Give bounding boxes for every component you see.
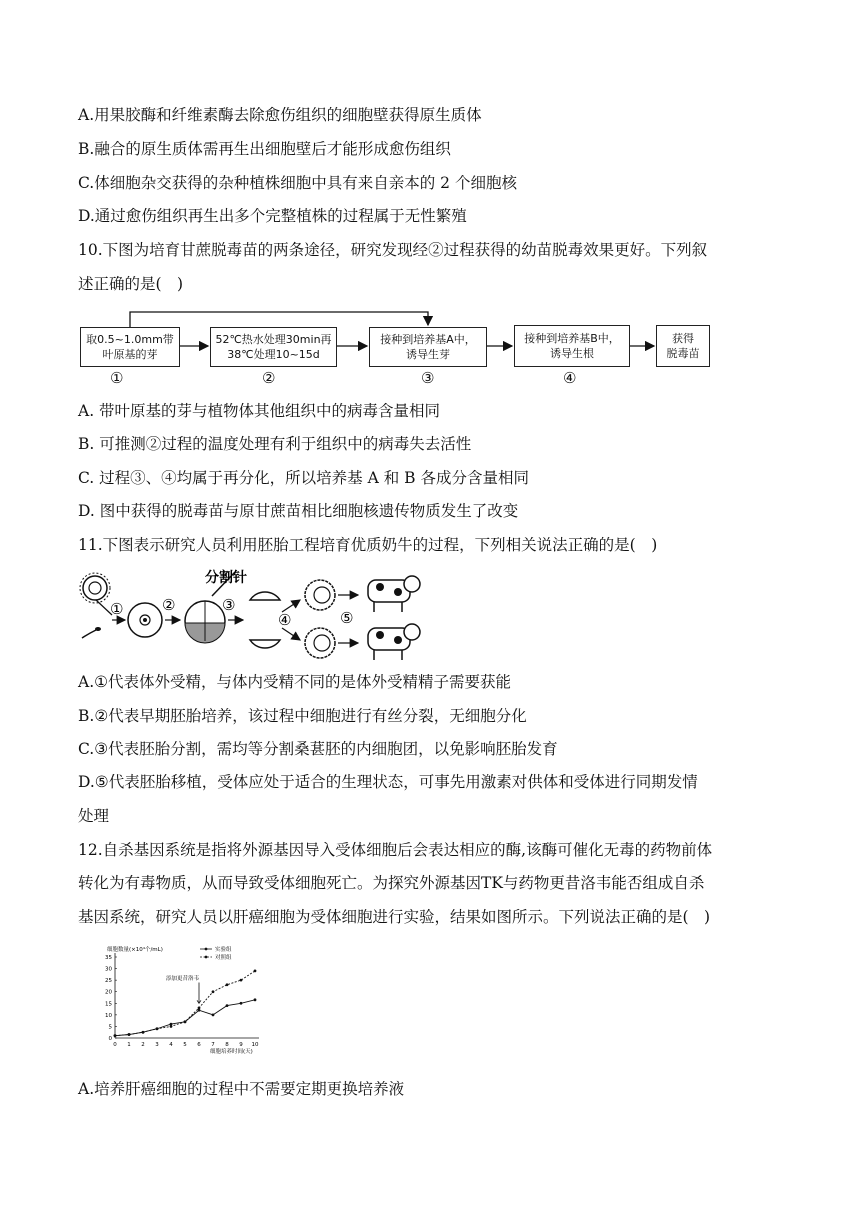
half-embryo-bottom — [250, 640, 280, 648]
half-embryo-top — [250, 592, 280, 600]
flow-step-2: 52℃热水处理30min再 38℃处理10~15d — [210, 327, 337, 367]
annotation-label: 添加更昔洛韦 — [166, 976, 200, 983]
question-11-stem: 11.下图表示研究人员利用胚胎工程培育优质奶牛的过程，下列相关说法正确的是( ) — [78, 536, 658, 554]
embryo-num-5: ⑤ — [340, 609, 354, 627]
question-12-stem-3: 基因系统，研究人员以肝癌细胞为受体细胞进行实验，结果如图所示。下列说法正确的是( ) — [78, 908, 711, 926]
data-point — [240, 979, 243, 982]
option-11c: C.③代表胚胎分割，需均等分割桑葚胚的内细胞团，以免影响胚胎发育 — [78, 740, 558, 758]
embryo-top-icon — [305, 580, 335, 610]
embryo-bottom-icon — [305, 628, 335, 658]
data-point — [156, 1027, 159, 1030]
data-point — [226, 1004, 229, 1007]
x-axis-label: 细胞培养时间(天) — [210, 1049, 253, 1055]
egg-icon — [80, 573, 110, 603]
x-tick-label: 9 — [239, 1042, 243, 1048]
data-point — [212, 1013, 215, 1016]
option-12a: A.培养肝癌细胞的过程中不需要定期更换培养液 — [78, 1080, 405, 1098]
y-tick-label: 15 — [105, 1001, 112, 1008]
embryo-num-2: ② — [162, 596, 176, 614]
y-axis-label: 细胞数量(×10⁴个/mL) — [107, 947, 163, 953]
option-10a: A. 带叶原基的芽与植物体其他组织中的病毒含量相同 — [78, 402, 441, 420]
option-10d: D. 图中获得的脱毒苗与原甘蔗苗相比细胞核遗传物质发生了改变 — [78, 502, 519, 520]
data-point — [254, 969, 257, 972]
cow-icon — [368, 624, 420, 660]
question-10-stem-cont: 述正确的是( ) — [78, 275, 184, 293]
x-tick-label: 7 — [211, 1042, 215, 1048]
cow-icon — [368, 576, 420, 612]
needle-label: 分割针 — [205, 570, 247, 586]
y-tick-label: 5 — [108, 1024, 112, 1031]
zygote-icon — [128, 603, 162, 637]
embryo-num-1: ① — [110, 600, 124, 618]
option-11b: B.②代表早期胚胎培养，该过程中细胞进行有丝分裂，无细胞分化 — [78, 707, 527, 725]
flow-num-2: ② — [262, 369, 276, 387]
y-tick-label: 10 — [105, 1012, 112, 1019]
x-tick-label: 8 — [225, 1042, 229, 1048]
option-9c: C.体细胞杂交获得的杂种植株细胞中具有来自亲本的 2 个细胞核 — [78, 174, 517, 192]
legend-label: 对照组 — [215, 955, 232, 961]
x-tick-label: 1 — [127, 1042, 131, 1048]
data-point — [128, 1033, 131, 1036]
x-tick-label: 4 — [169, 1042, 173, 1048]
x-tick-label: 3 — [155, 1042, 159, 1048]
blastocyst-icon — [185, 601, 225, 643]
x-tick-label: 0 — [113, 1042, 117, 1048]
x-tick-label: 10 — [251, 1042, 259, 1048]
y-tick-label: 30 — [105, 966, 112, 973]
option-10b: B. 可推测②过程的温度处理有利于组织中的病毒失去活性 — [78, 435, 472, 453]
y-tick-label: 0 — [108, 1036, 112, 1042]
embryo-num-4: ④ — [278, 611, 292, 629]
x-tick-label: 6 — [197, 1042, 201, 1048]
y-tick-label: 20 — [105, 989, 112, 996]
flow-step-5: 获得 脱毒苗 — [656, 325, 710, 367]
data-point — [226, 983, 229, 986]
flow-num-1: ① — [110, 369, 124, 387]
data-point — [212, 990, 215, 993]
question-12-stem-2: 转化为有毒物质，从而导致受体细胞死亡。为探究外源基因TK与药物更昔洛韦能否组成自杀 — [78, 874, 705, 892]
embryo-diagram — [0, 560, 860, 670]
y-tick-label: 25 — [105, 978, 112, 985]
series-line-0 — [115, 1000, 255, 1036]
cell-count-chart — [100, 942, 270, 1062]
option-11d-cont: 处理 — [78, 807, 110, 825]
option-9d: D.通过愈伤组织再生出多个完整植株的过程属于无性繁殖 — [78, 207, 467, 225]
option-11d: D.⑤代表胚胎移植，受体应处于适合的生理状态，可事先用激素对供体和受体进行同期发情 — [78, 773, 698, 791]
data-point — [170, 1025, 173, 1028]
flow-step-3: 接种到培养基A中， 诱导生芽 — [369, 327, 487, 367]
data-point — [184, 1020, 187, 1023]
data-point — [240, 1002, 243, 1005]
legend-marker — [205, 948, 208, 951]
data-point — [198, 1007, 201, 1010]
y-tick-label: 35 — [105, 955, 112, 961]
option-10c: C. 过程③、④均属于再分化，所以培养基 A 和 B 各成分含量相同 — [78, 469, 529, 487]
legend-marker — [205, 956, 208, 959]
flow-num-4: ④ — [563, 369, 577, 387]
option-11a: A.①代表体外受精，与体内受精不同的是体外受精精子需要获能 — [78, 673, 512, 691]
x-tick-label: 2 — [141, 1042, 145, 1048]
data-point — [114, 1034, 117, 1037]
data-point — [254, 998, 257, 1001]
embryo-num-3: ③ — [222, 596, 236, 614]
question-12-stem: 12.自杀基因系统是指将外源基因导入受体细胞后会表达相应的酶,该酶可催化无毒的药物前体 — [78, 841, 713, 859]
data-point — [142, 1031, 145, 1034]
flow-step-4: 接种到培养基B中， 诱导生根 — [514, 325, 630, 367]
x-tick-label: 5 — [183, 1042, 187, 1048]
option-9b: B.融合的原生质体需再生出细胞壁后才能形成愈伤组织 — [78, 140, 451, 158]
question-10-stem: 10.下图为培育甘蔗脱毒苗的两条途径，研究发现经②过程获得的幼苗脱毒效果更好。下列叙 — [78, 241, 708, 259]
sperm-icon — [82, 630, 96, 638]
flow-num-3: ③ — [421, 369, 435, 387]
legend-label: 实验组 — [215, 947, 232, 953]
option-9a: A.用果胶酶和纤维素酶去除愈伤组织的细胞壁获得原生质体 — [78, 106, 482, 124]
flow-step-1: 取0.5~1.0mm带 叶原基的芽 — [80, 327, 180, 367]
